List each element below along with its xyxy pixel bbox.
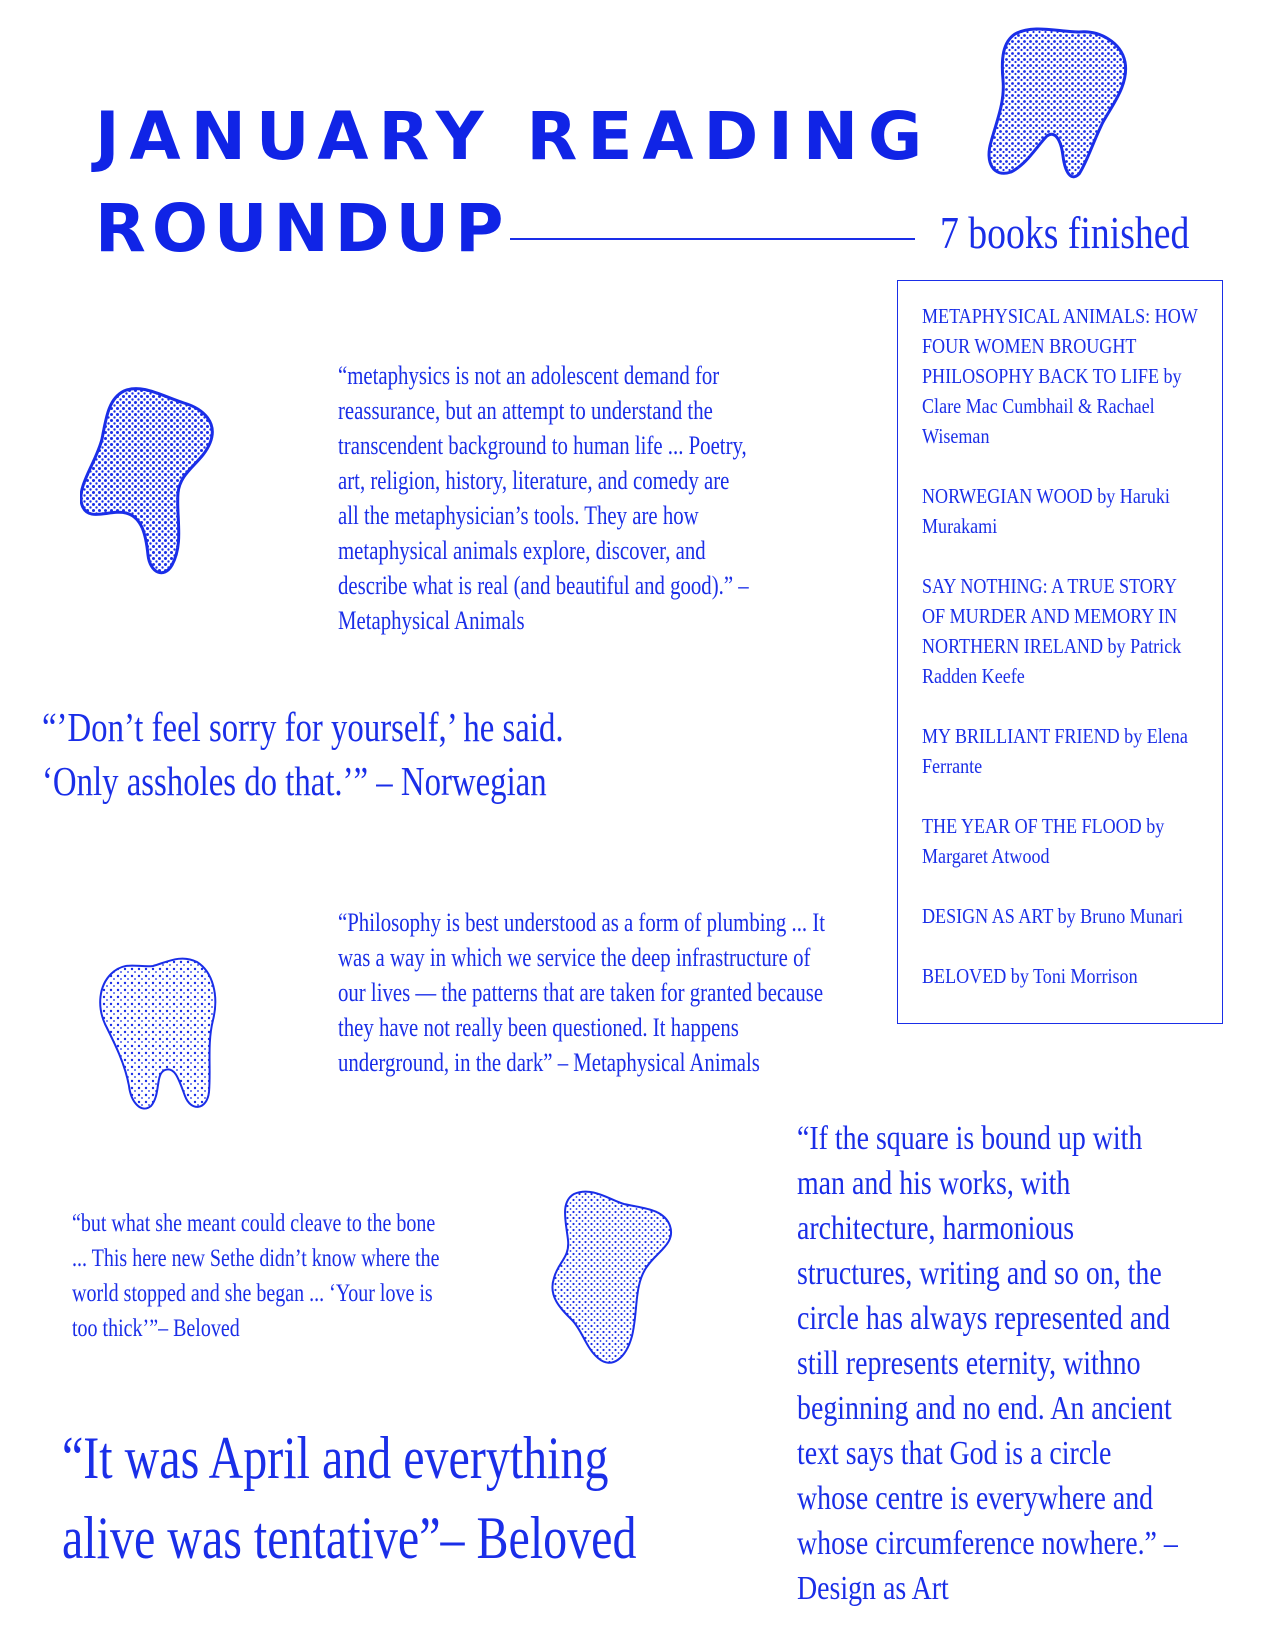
quote-norwegian: “’Don’t feel sorry for yourself,’ he said. ‘Only assholes do that.’” – Norwegian bbox=[42, 704, 564, 804]
list-item: BELOVED by Toni Morrison bbox=[922, 964, 1138, 988]
header-rule bbox=[510, 238, 915, 240]
tooth-icon bbox=[95, 946, 221, 1116]
tooth-icon bbox=[548, 1186, 676, 1372]
books-list bbox=[897, 280, 1223, 1024]
list-item: DESIGN AS ART by Bruno Munari bbox=[922, 904, 1183, 928]
page-title-line-1: JANUARY READING bbox=[95, 98, 933, 175]
list-item: THE YEAR OF THE FLOOD by Margaret Atwood bbox=[922, 814, 1165, 868]
list-item: SAY NOTHING: A TRUE STORY OF MURDER AND MEMORY IN NORTHERN IRELAND by Patrick Radden Keefe bbox=[922, 574, 1182, 688]
quote-metaphysics: “metaphysics is not an adolescent demand for reassurance, but an attempt to understand the transcendent background to human life ... Poetry, art, religion, history, literature, and comedy are all the metaphysician’s tools. They are how metaphysical animals explore, discover, and describe what is real (and beautiful and good).” – Metaphysical Animals bbox=[338, 361, 749, 635]
tooth-icon bbox=[80, 383, 220, 579]
quote-design-as-art: “If the square is bound up with man and his works, with architecture, harmonious structures, writing and so on, the circle has always represented and still represents eternity, withno beginning and no end. An ancient text says that God is a circle whose centre is everywhere and whose circumference nowhere.” – Design as Art bbox=[797, 1120, 1178, 1607]
tooth-icon bbox=[975, 22, 1135, 184]
quote-plumbing: “Philosophy is best understood as a form of plumbing ... It was a way in which we service the deep infrastructure of our lives — the patterns that are taken for granted because they have not really been questioned. It happens underground, in the dark” – Metaphysical Animals bbox=[338, 908, 826, 1077]
list-item: METAPHYSICAL ANIMALS: HOW FOUR WOMEN BROUGHT PHILOSOPHY BACK TO LIFE by Clare Mac Cumbhail & Rachael Wiseman bbox=[922, 304, 1198, 448]
quote-beloved-april: “It was April and everything alive was tentative”– Beloved bbox=[62, 1425, 637, 1571]
books-finished-count: 7 books finished bbox=[940, 207, 1190, 258]
quote-beloved-thick: “but what she meant could cleave to the bone ... This here new Sethe didn’t know where the world stopped and she began ... ‘Your love is too thick’”– Beloved bbox=[72, 1210, 440, 1342]
list-item: NORWEGIAN WOOD by Haruki Murakami bbox=[922, 484, 1170, 538]
list-item: MY BRILLIANT FRIEND by Elena Ferrante bbox=[922, 724, 1188, 778]
page-title-line-2: ROUNDUP bbox=[95, 190, 510, 267]
